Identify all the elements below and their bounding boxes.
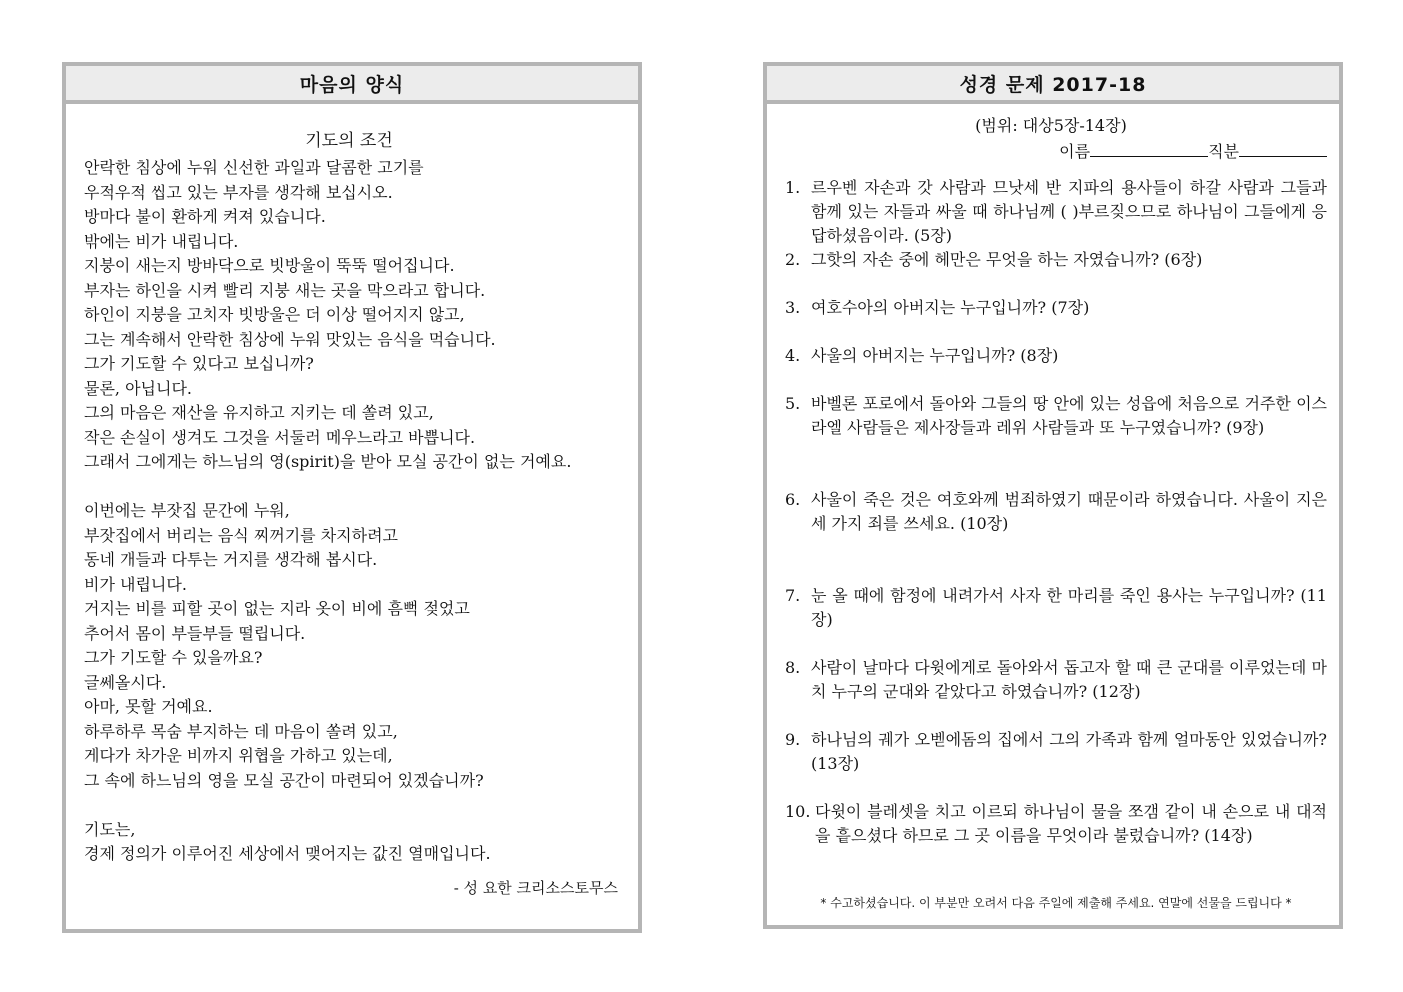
poem-line: 하루하루 목숨 부지하는 데 마음이 쏠려 있고, (84, 721, 398, 741)
poem-stanza-1 (84, 156, 624, 475)
question-number: 7. (785, 586, 801, 605)
question-text: 바벨론 포로에서 돌아와 그들의 땅 안에 있는 성읍에 처음으로 거주한 이스라엘 사람들은 제사장들과 레위 사람들과 또 누구였습니까? (9장) (811, 394, 1327, 437)
poem-line: 그가 기도할 수 있다고 보십니까? (84, 354, 314, 373)
question-text: 사울의 아버지는 누구입니까? (8장) (811, 346, 1059, 365)
poem-line: 그 속에 하느님의 영을 모실 공간이 마련되어 있겠습니까? (84, 770, 484, 790)
question-number: 1. (785, 178, 801, 197)
question-text: 사울이 죽은 것은 여호와께 범죄하였기 때문이라 하였습니다. 사울이 지은 세 가지 죄를 쓰세요. (10장) (811, 490, 1327, 533)
question-text: 다윗이 블레셋을 치고 이르되 하나님이 물을 쪼갬 같이 내 손으로 내 대적을 흩으셨다 하므로 그 곳 이름을 무엇이라 불렀습니까? (14장) (815, 802, 1327, 845)
question-text: 눈 올 때에 함정에 내려가서 사자 한 마리를 죽인 용사는 누구입니까? (11장) (811, 586, 1327, 629)
question-item (785, 392, 1327, 488)
question-item (785, 488, 1327, 584)
question-text: 여호수아의 아버지는 누구입니까? (7장) (811, 298, 1090, 317)
question-text: 하나님의 궤가 오벧에돔의 집에서 그의 가족과 함께 얼마동안 있었습니까? (13장) (811, 730, 1327, 773)
poem-signature: - 성 요한 크리소스토무스 (453, 878, 618, 897)
quiz-footer-note: * 수고하셨습니다. 이 부분만 오려서 다음 주일에 제출해 주세요. 연말에 선물을 드립니다 * (820, 896, 1292, 910)
question-number: 4. (785, 346, 801, 365)
question-item (785, 248, 1327, 296)
name-blank[interactable] (1090, 138, 1208, 157)
name-role-row (785, 138, 1327, 162)
poem-line: 하인이 지붕을 고치자 빗방울은 더 이상 떨어지지 않고, (84, 305, 465, 324)
question-text: 사람이 날마다 다윗에게로 돌아와서 돕고자 할 때 큰 군대를 이루었는데 마치 누구의 군대와 같았다고 하였습니까? (12장) (811, 658, 1327, 701)
bible-quiz-title: 성경 문제 2017-18 (767, 66, 1339, 104)
question-item (785, 584, 1327, 656)
poem-line: 추어서 몸이 부들부들 떨립니다. (84, 623, 306, 643)
role-blank[interactable] (1239, 138, 1327, 157)
poem-line: 아마, 못할 거예요. (84, 697, 213, 716)
poem-stanza-2 (84, 499, 624, 793)
meditation-panel (62, 62, 642, 933)
poem-line: 밖에는 비가 내립니다. (84, 231, 239, 251)
poem-line: 지붕이 새는지 방바닥으로 빗방울이 뚝뚝 떨어집니다. (84, 256, 455, 275)
question-number: 6. (785, 490, 801, 509)
poem-line: 방마다 불이 환하게 켜져 있습니다. (84, 207, 326, 226)
poem-line: 작은 손실이 생겨도 그것을 서둘러 메우느라고 바쁩니다. (84, 427, 476, 447)
question-item (785, 800, 1327, 872)
poem-line: 글쎄올시다. (84, 672, 167, 692)
question-number: 3. (785, 298, 801, 317)
poem-line: 경제 정의가 이루어진 세상에서 맺어지는 값진 열매입니다. (84, 844, 491, 863)
poem-line: 부잣집에서 버리는 음식 찌꺼기를 차지하려고 (84, 525, 399, 545)
poem-line: 동네 개들과 다투는 거지를 생각해 봅시다. (84, 550, 378, 569)
question-number: 8. (785, 658, 801, 677)
poem-line: 안락한 침상에 누워 신선한 과일과 달콤한 고기를 (84, 158, 424, 177)
question-item (785, 296, 1327, 344)
poem-line: 거지는 비를 피할 곳이 없는 지라 옷이 비에 흠뻑 젖었고 (84, 599, 470, 618)
question-number: 9. (785, 730, 801, 749)
question-item (785, 176, 1327, 248)
name-label: 이름 (1059, 142, 1091, 161)
question-item (785, 656, 1327, 728)
meditation-panel-title: 마음의 양식 (66, 66, 638, 104)
poem-stanza-3 (84, 818, 624, 867)
role-label: 직분 (1208, 142, 1239, 161)
poem-line: 우적우적 씹고 있는 부자를 생각해 보십시오. (84, 182, 393, 202)
quiz-body (785, 114, 1327, 872)
poem-line: 기도는, (84, 819, 136, 839)
question-item (785, 728, 1327, 800)
bible-quiz-panel (763, 62, 1343, 929)
poem-line: 이번에는 부잣집 문간에 누워, (84, 501, 290, 520)
poem-line: 게다가 차가운 비까지 위협을 가하고 있는데, (84, 746, 393, 765)
quiz-range: (범위: 대상5장-14장) (975, 116, 1127, 135)
question-text: 르우벤 자손과 갓 사람과 므낫세 반 지파의 용사들이 하갈 사람과 그들과 함께 있는 자들과 싸울 때 하나님께 ( )부르짖으므로 하나님이 그들에게 응답하셨음이라. (5장) (811, 178, 1327, 245)
poem-title: 기도의 조건 (305, 131, 393, 151)
question-number: 5. (785, 394, 801, 413)
poem-line: 비가 내립니다. (84, 574, 187, 594)
poem-line: 그의 마음은 재산을 유지하고 지키는 데 쏠려 있고, (84, 403, 434, 422)
question-number: 2. (785, 250, 801, 269)
question-item (785, 344, 1327, 392)
poem-line: 그는 계속해서 안락한 침상에 누워 맛있는 음식을 먹습니다. (84, 329, 496, 349)
poem-line: 그래서 그에게는 하느님의 영(spirit)을 받아 모실 공간이 없는 거예요. (84, 452, 572, 471)
poem-line: 물론, 아닙니다. (84, 378, 192, 398)
question-text: 그핫의 자손 중에 헤만은 무엇을 하는 자였습니까? (6장) (811, 250, 1203, 269)
question-number: 10. (785, 802, 811, 821)
poem-body (84, 126, 624, 898)
poem-line: 그가 기도할 수 있을까요? (84, 648, 263, 667)
poem-line: 부자는 하인을 시켜 빨리 지붕 새는 곳을 막으라고 합니다. (84, 280, 486, 300)
